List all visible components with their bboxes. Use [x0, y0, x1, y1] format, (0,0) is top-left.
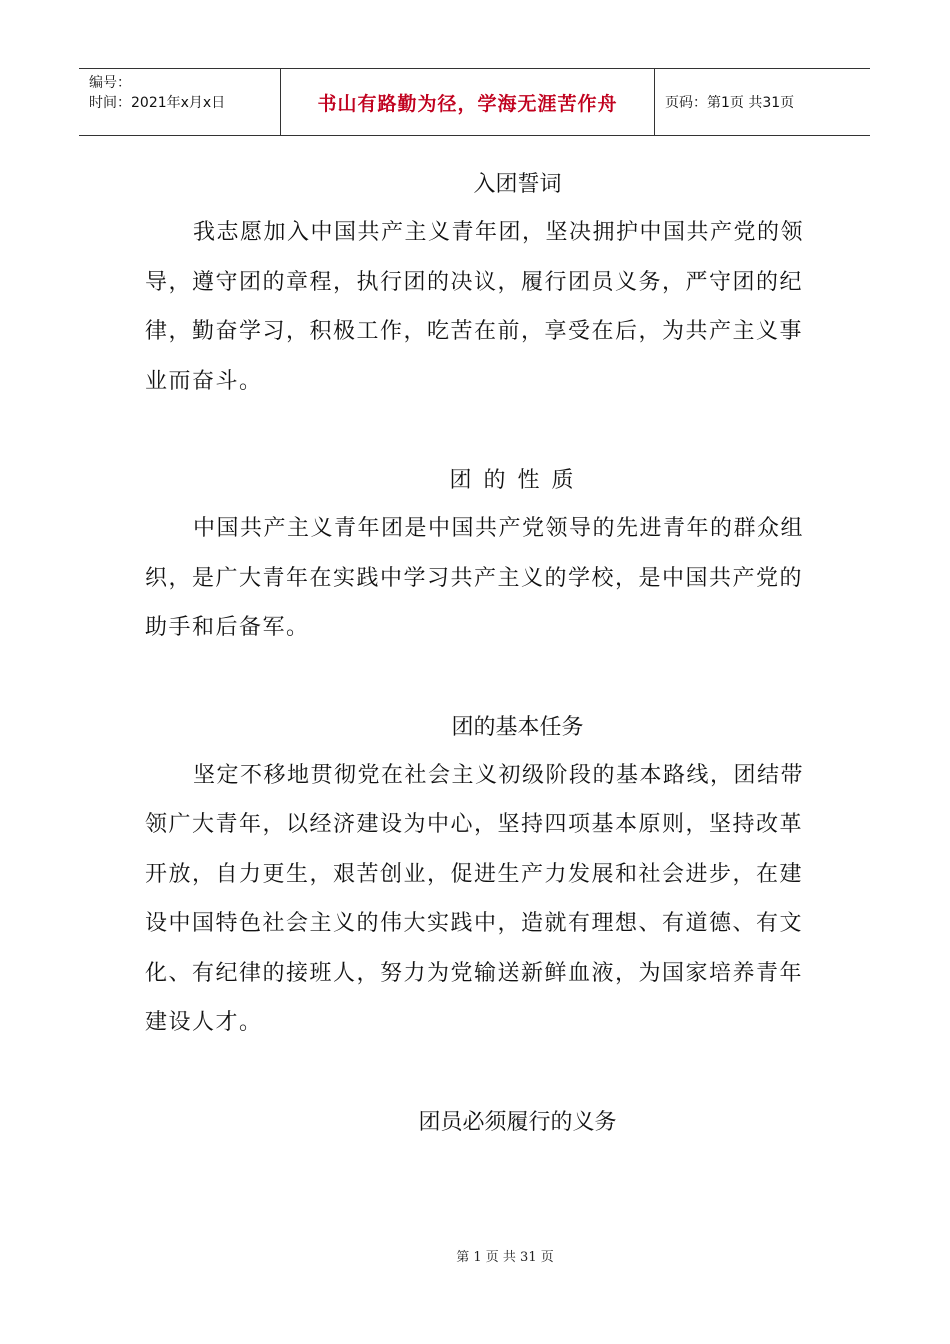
header-motto: 书山有路勤为径，学海无涯苦作舟 — [281, 69, 655, 135]
page-footer: 第 1 页 共 31 页 — [456, 1250, 554, 1265]
section-member-duties — [145, 1100, 810, 1146]
section-title: 团的基本任务 — [451, 714, 584, 740]
section-title: 团的性质 — [449, 468, 586, 493]
section-paragraph: 坚定不移地贯彻党在社会主义初级阶段的基本路线，团结带领广大青年，以经济建设为中心，坚持四项基本原则，坚持改革开放，自力更生，艰苦创业，促进生产力发展和社会进步，在建设中国特色社会主义的伟大实践中，造就有理想、有道德、有文化、有纪律的接班人，努力为党输送新鲜血液，为国家培养青年建设人才。 — [145, 762, 805, 1035]
header-page-info: 页码：第1页 共31页 — [665, 95, 795, 111]
header-meta — [79, 69, 281, 135]
section-title: 入团誓词 — [473, 172, 562, 197]
section-paragraph: 我志愿加入中国共产主义青年团，坚决拥护中国共产党的领导，遵守团的章程，执行团的决议，履行团员义务，严守团的纪律，勤奋学习，积极工作，吃苦在前，享受在后，为共产主义事业而奋斗。 — [145, 220, 805, 394]
section-title: 团员必须履行的义务 — [418, 1109, 617, 1135]
section-basic-tasks — [145, 705, 810, 1048]
number-label: 编号： — [89, 75, 131, 91]
document-header — [79, 68, 870, 136]
section-nature — [145, 458, 810, 653]
section-paragraph: 中国共产主义青年团是中国共产党领导的先进青年的群众组织，是广大青年在实践中学习共产主义的学校，是中国共产党的助手和后备军。 — [145, 516, 805, 640]
time-label: 时间：2021年x月x日 — [89, 95, 226, 111]
section-oath — [145, 162, 810, 406]
document-body — [145, 162, 810, 1146]
